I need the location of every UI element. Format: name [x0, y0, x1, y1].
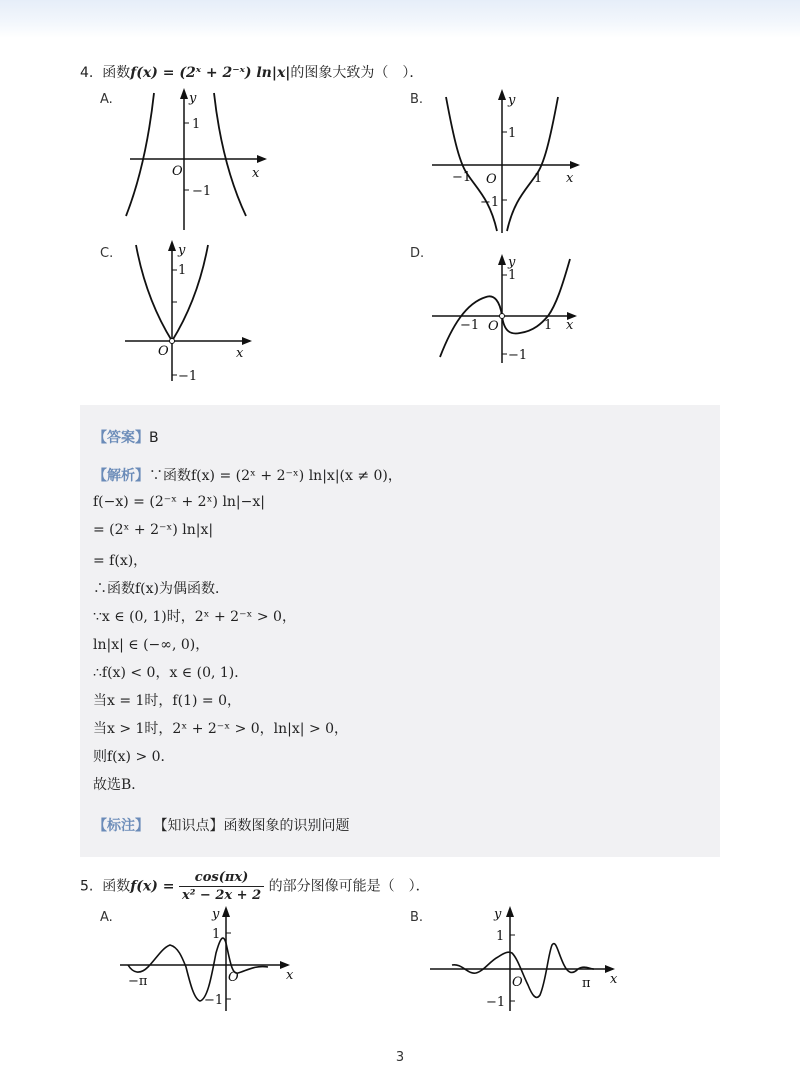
hole-origin	[500, 314, 505, 319]
y-arrow	[498, 89, 506, 100]
axis-y-label: y	[178, 243, 186, 258]
origin-label: O	[158, 344, 169, 359]
analysis-line-8: 当x = 1时，f(1) = 0，	[93, 693, 241, 709]
tick-label-1: 1	[508, 126, 517, 141]
axis-y-label: y	[189, 91, 197, 106]
x-arrow	[242, 337, 252, 345]
tick-label-1: 1	[212, 927, 221, 942]
answer-value: B	[149, 430, 159, 446]
note-row	[93, 815, 349, 835]
curve-left	[136, 245, 172, 341]
tick-label-neg-pi: −π	[128, 974, 148, 989]
answer-tag: 【答案】	[93, 430, 149, 446]
answer-row	[93, 427, 159, 447]
analysis-line-2: = (2ˣ + 2⁻ˣ) ln|x|	[93, 522, 214, 538]
tick-label-neg1: −1	[480, 195, 500, 210]
analysis-line-5: ∵x ∈ (0, 1)时，2ˣ + 2⁻ˣ > 0，	[93, 609, 296, 625]
option-4c-label[interactable]: C.	[100, 246, 114, 261]
graph-5b	[428, 903, 628, 1013]
question-5-fraction: $\frac{\cos(\pi x)}{\text{x² − 2x + 2}}$	[179, 870, 264, 903]
analysis-line-11: 故选B．	[93, 777, 146, 793]
tick-label-1: 1	[192, 117, 201, 132]
graph-4c	[122, 237, 262, 387]
curve-left	[446, 97, 500, 231]
y-arrow	[498, 254, 506, 265]
analysis-line-4: ∴函数f(x)为偶函数．	[93, 581, 230, 597]
y-arrow	[168, 240, 176, 251]
analysis-tag: 【解析】	[93, 468, 149, 484]
tick-label-neg1: −1	[486, 995, 506, 1010]
x-arrow	[570, 161, 580, 169]
analysis-line-10: 则f(x) > 0．	[93, 749, 175, 765]
axis-x-label: x	[286, 968, 294, 983]
tick-label-neg1: −1	[178, 369, 198, 384]
tick-label-1-x: 1	[544, 318, 553, 333]
top-banner	[0, 0, 800, 38]
page-number: 3	[395, 1050, 405, 1065]
origin-label: O	[228, 970, 239, 985]
note-tag: 【标注】	[93, 818, 149, 834]
tick-label-neg1: −1	[508, 348, 528, 363]
curve-right	[214, 93, 246, 216]
curve	[452, 944, 594, 998]
question-4-stem: 4. 函数f(x) = (2ˣ + 2⁻ˣ) ln|x|的图象大致为（ ）．	[80, 65, 424, 81]
tick-label-1: 1	[508, 268, 517, 283]
question-5-stem: 5. 函数f(x) = $\frac{\cos(\pi x)}{\text{x² − 2x + 2}}$ 的部分图像可能是（ ）．	[80, 870, 430, 903]
axis-y-label: y	[212, 907, 220, 922]
analysis-line-3: = f(x)，	[93, 553, 148, 569]
axis-y-label: y	[494, 907, 502, 922]
tick-label-neg1-x: −1	[452, 170, 472, 185]
curve-right	[507, 97, 558, 231]
option-4d-label[interactable]: D.	[410, 246, 425, 261]
axis-x-label: x	[566, 171, 574, 186]
hole-origin	[170, 339, 175, 344]
graph-4b	[430, 85, 590, 235]
tick-label-neg1: −1	[192, 184, 212, 199]
axis-x-label: x	[610, 972, 618, 987]
analysis-line-0: ∵函数f(x) = (2ˣ + 2⁻ˣ) ln|x|(x ≠ 0)，	[149, 468, 402, 484]
curve-right	[172, 245, 208, 341]
axis-x-label: x	[566, 318, 574, 333]
option-5b-label[interactable]: B.	[410, 910, 424, 925]
origin-label: O	[512, 975, 523, 990]
y-arrow	[180, 88, 188, 99]
question-4-formula: f(x) = (2ˣ + 2⁻ˣ) ln|x|	[130, 65, 291, 81]
y-arrow	[506, 906, 514, 917]
axis-y-label: y	[508, 255, 516, 270]
origin-label: O	[488, 319, 499, 334]
origin-label: O	[172, 164, 183, 179]
analysis-row-0	[93, 465, 402, 485]
note-text: 【知识点】函数图象的识别问题	[153, 818, 350, 834]
tick-label-1: 1	[178, 263, 187, 278]
tick-label-pi: π	[582, 976, 591, 991]
tick-label-1: 1	[496, 929, 505, 944]
origin-label: O	[486, 172, 497, 187]
graph-4a	[120, 85, 280, 235]
analysis-line-6: ln|x| ∈ (−∞, 0)，	[93, 637, 210, 653]
tick-label-neg1-x: −1	[460, 318, 480, 333]
axis-y-label: y	[508, 93, 516, 108]
option-4b-label[interactable]: B.	[410, 92, 424, 107]
graph-4d	[430, 251, 590, 366]
curve	[128, 938, 268, 1001]
axis-x-label: x	[236, 346, 244, 361]
analysis-line-1: f(−x) = (2⁻ˣ + 2ˣ) ln|−x|	[93, 494, 265, 510]
x-arrow	[257, 155, 267, 163]
analysis-line-9: 当x > 1时，2ˣ + 2⁻ˣ > 0，ln|x| > 0，	[93, 721, 349, 737]
option-5a-label[interactable]: A.	[100, 910, 113, 925]
analysis-line-7: ∴f(x) < 0，x ∈ (0, 1)．	[93, 665, 249, 681]
y-arrow	[222, 906, 230, 917]
option-4a-label[interactable]: A.	[100, 92, 113, 107]
curve-left	[126, 93, 154, 216]
tick-label-neg1: −1	[204, 993, 224, 1008]
graph-5a	[118, 903, 303, 1013]
axis-x-label: x	[252, 166, 260, 181]
tick-label-1-x: 1	[534, 171, 543, 186]
